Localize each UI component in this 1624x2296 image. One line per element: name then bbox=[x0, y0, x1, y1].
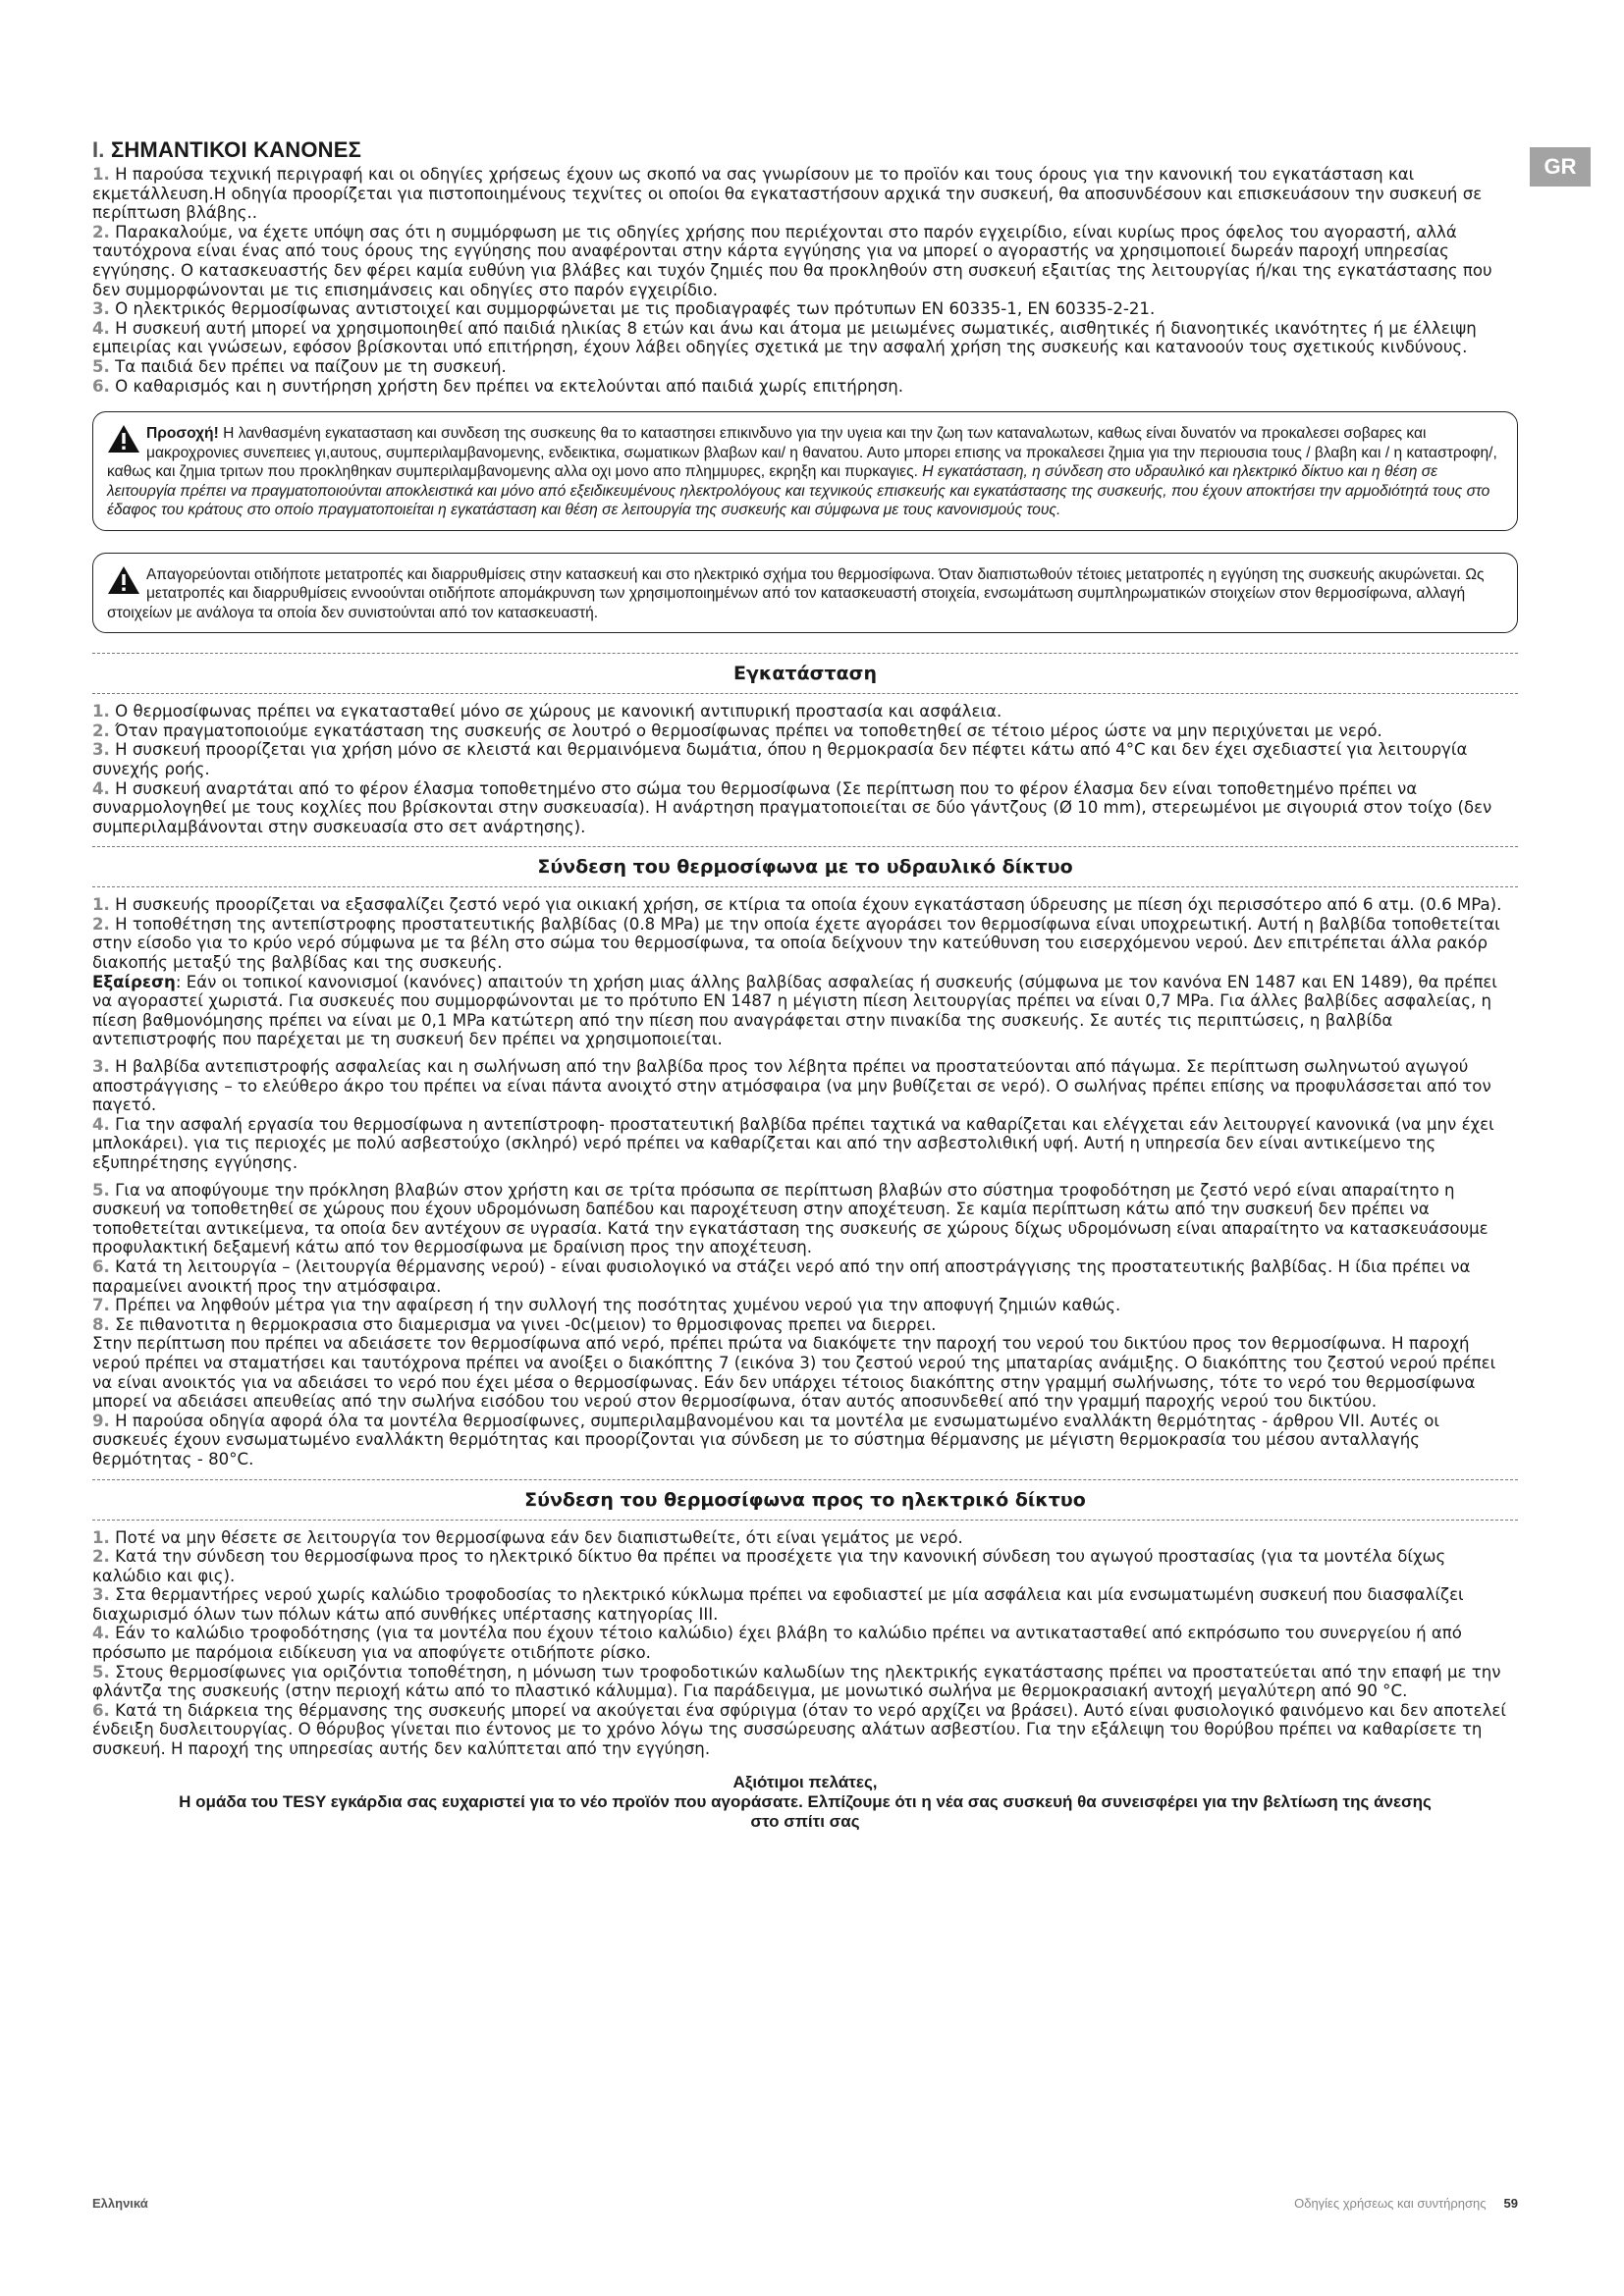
list-item bbox=[92, 702, 1518, 721]
item-number: 5. bbox=[92, 356, 110, 376]
item-text: Τα παιδιά δεν πρέπει να παίζουν με τη συσκευή. bbox=[115, 356, 507, 376]
warning-box-modifications bbox=[92, 553, 1518, 634]
warning-box-installation bbox=[92, 411, 1518, 531]
item-text: Η συσκευή προορίζεται για χρήση μόνο σε κλειστά και θερμαινόμενα δωμάτια, όπου η θερμοκρασία δεν πέφτει κάτω από 4°C και δεν έχει σχεδιαστεί για λειτουργία συνεχής ροής. bbox=[92, 740, 1468, 778]
item-text: Πρέπει να ληφθούν μέτρα για την αφαίρεση ή την συλλογή της ποσότητας χυμένου νερού για την αποφυγή ζημιών καθώς. bbox=[115, 1296, 1121, 1315]
document-page bbox=[92, 137, 1518, 1832]
item-number: 2. bbox=[92, 1547, 110, 1567]
item-text: Κατά την σύνδεση του θερμοσίφωνα προς το ηλεκτρικό δίκτυο θα πρέπει να προσέχετε για την κανονική σύνδεση του αγωγού προστασίας (για τα μοντέλα δίχως καλώδιο και φις). bbox=[92, 1547, 1446, 1585]
item-text: Στα θερμαντήρες νερού χωρίς καλώδιο τροφοδοσίας το ηλεκτρικό κύκλωμα πρέπει να εφοδιαστεί με μία ασφάλεια και μία ενσωματωμένη συσκευή που διασφαλίζει διαχωρισμό όλων των πόλων κάτω από συνθήκες υπέρτασης κατηγορίας III. bbox=[92, 1585, 1464, 1624]
list-item bbox=[92, 319, 1518, 357]
list-item bbox=[92, 1663, 1518, 1701]
item-text: Ο καθαρισμός και η συντήρηση χρήστη δεν πρέπει να εκτελούνται από παιδιά χωρίς επιτήρηση. bbox=[115, 376, 904, 396]
warning-italic-text: Η εγκατάσταση, η σύνδεση στο υδραυλικό και ηλεκτρικό δίκτυο και η θέση σε λειτουργία πρέπει να πραγματοποιούνται αποκλειστικά και μόνο από εξειδικευμένους ηλεκτρολόγους και τεχνικούς επισκευής και εγκατάστασης της συσκευής, που έχουν αποκτήσει την αρμοδιότητά τους στο έδαφος του κράτους στο οποίο πραγματοποιείται η εγκατάσταση και θέση σε λειτουργία της συσκευής και σύμφωνα με τους κανονισμούς τους. bbox=[107, 463, 1490, 519]
list-item bbox=[92, 299, 1518, 319]
dashed-divider bbox=[92, 1520, 1518, 1521]
warning-text: Απαγορεύονται οτιδήποτε μετατροπές και διαρρυθμίσεις στην κατασκευή και στο ηλεκτρικό σχήμα του θερμοσίφωνα. Όταν διαπιστωθούν τέτοιες μετατροπές η εγγύηση της συσκευής ακυρώνεται. Ως μετατροπές και διαρρυθμίσεις εννοούνται οτιδήποτε απομάκρυνση των χρησιμοποιημένων από τον κατασκευαστή στοιχεία, ενσωμάτωση συμπληρωματικών στοιχείων στον θερμοσίφωνα, αλλαγή στοιχείων με ανάλογα τα οποία δεν συνιστούνται από τον κατασκευαστή. bbox=[107, 565, 1485, 621]
list-item bbox=[92, 165, 1518, 223]
list-item bbox=[92, 1412, 1518, 1469]
section-heading-electric: Σύνδεση του θερμοσίφωνα προς το ηλεκτρικό δίκτυο bbox=[524, 1488, 1086, 1511]
item-number: 6. bbox=[92, 1256, 110, 1276]
drain-paragraph: Στην περίπτωση που πρέπει να αδειάσετε τον θερμοσίφωνα από νερό, πρέπει πρώτα να διακόψετε την παροχή του νερού του δικτύου προς τον θερμοσίφωνα. Η παροχή νερού πρέπει να σταματήσει και ταυτόχρονα πρέπει να ανοίξει ο διακόπτης 7 (εικόνα 3) του ζεστού νερού της μπαταρίας ανάμιξης. Ο διακόπτης του ζεστού νερού πρέπει να είναι ανοικτός για να αδειάσει το νερό που έχει μέσα ο θερμοσίφωνας. Εάν δεν υπάρχει τέτοιος διακόπτης στην γραμμή σωλήνωσης, τότε το νερό του θερμοσίφωνα μπορεί να αδειάσει απευθείας από την σωλήνα εισόδου του νερού στον θερμοσίφωνα, όταν αυτός αποσυνδεθεί από την γραμμή παροχής νερού του δικτύου. bbox=[92, 1334, 1496, 1412]
item-number: 3. bbox=[92, 1585, 110, 1605]
item-text: Σε πιθανοτιτα η θερμοκρασια στο διαμερισμα να γινει -0c(μειον) το θρμοσιφονας πρεπει να διερρει. bbox=[115, 1314, 937, 1334]
dashed-divider bbox=[92, 693, 1518, 694]
list-item bbox=[92, 377, 1518, 397]
plumbing-list bbox=[92, 895, 1518, 1468]
list-item bbox=[92, 1057, 1518, 1115]
item-text: Κατά τη λειτουργία – (λειτουργία θέρμανσης νερού) - είναι φυσιολογικό να στάζει νερό από την οπή αποστράγγισης της προστατευτικής βαλβίδας. Η ίδια πρέπει να παραμείνει ανοικτή προς την ατμόσφαιρα. bbox=[92, 1256, 1471, 1296]
item-text: Η βαλβίδα αντεπιστροφής ασφαλείας και η σωλήνωση από την βαλβίδα προς τον λέβητα πρέπει να προστατεύονται από πάγωμα. Σε περίπτωση σωληνωτού αγωγού αποστράγγισης – το ελεύθερο άκρο του πρέπει να είναι πάντα ανοιχτό στην ατμόσφαιρα (να μην βυθίζεται σε νερό). Ο σωλήνας πρέπει επίσης να προφυλάσσεται από τον παγετό. bbox=[92, 1057, 1491, 1115]
item-text: Όταν πραγματοποιούμε εγκατάσταση της συσκευής σε λουτρό ο θερμοσίφωνας πρέπει να τοποθετηθεί σε τέτοιο μέρος ώστε να μην περιχύνεται με νερό. bbox=[115, 721, 1382, 740]
list-item bbox=[92, 1296, 1518, 1315]
exception-lead: Εξαίρεση bbox=[92, 972, 176, 991]
installation-list bbox=[92, 702, 1518, 836]
item-text: Για να αποφύγουμε την πρόκληση βλαβών στον χρήστη και σε τρίτα πρόσωπα σε περίπτωση βλαβών στο σύστημα τροφοδότηση με ζεστό νερό είναι απαραίτητο η συσκευή να τοποθετηθεί σε χώρους που έχουν υδρομόνωση δαπέδου και παροχέτευση στην αποχέτευση. Σε καμία περίπτωση κάτω από την συσκευή δεν πρέπει να τοποθετείται αντικείμενα, τα οποία δεν αντέχουν σε υγρασία. Κατά την εγκατάσταση της συσκευής σε χώρους δίχως υδρομόνωση είναι απαραίτητο να κατασκευάσουμε προφυλακτική δεξαμενή κάτω από τον θερμοσίφωνα με δραίνιση προς την αποχέτευση. bbox=[92, 1180, 1489, 1257]
item-number: 1. bbox=[92, 895, 110, 915]
item-number: 9. bbox=[92, 1411, 110, 1430]
item-number: 1. bbox=[92, 702, 110, 721]
item-number: 3. bbox=[92, 299, 110, 319]
item-text: Παρακαλούμε, να έχετε υπόψη σας ότι η συμμόρφωση με τις οδηγίες χρήσης που περιέχονται στο παρόν εγχειρίδιο, είναι κυρίως προς όφελος του αγοραστή, αλλά ταυτόχρονα είναι ένας από τους όρους της εγγύησης που αναφέρονται στην κάρτα εγγύησης για να μπορεί ο αγοραστής να χρησιμοποιεί δωρεάν παροχή υπηρεσίας εγγύησης. Ο κατασκευαστής δεν φέρει καμία ευθύνη για βλάβες και τυχόν ζημιές που θα προκληθούν στη συσκευή εξαιτίας της λειτουργίας ή/και της εγκατάστασης που δεν συμμορφώνονται με τις επισημάνσεις και οδηγίες στο παρόν εγχειρίδιο. bbox=[92, 222, 1492, 299]
item-text: Η συσκευής προορίζεται να εξασφαλίζει ζεστό νερό για οικιακή χρήση, σε κτίρια τα οποία έχουν εγκατάσταση ύδρευσης με πίεση όχι περισσότερο από 6 ατμ. (0.6 MPa). bbox=[115, 895, 1502, 915]
closing-message bbox=[92, 1773, 1518, 1832]
item-number: 5. bbox=[92, 1662, 110, 1682]
item-text: Κατά τη διάρκεια της θέρμανσης της συσκευής μπορεί να ακούγεται ένα σφύριγμα (όταν το νερό αρχίζει να βράσει). Αυτό είναι φυσιολογικό φαινόμενο και δεν αποτελεί ένδειξη δυσλειτουργίας. Ο θόρυβος γίνεται πιο έντονος με το χρόνο λόγω της συσσώρευσης αλάτων ασβεστίου. Για την εξάλειψη του θορύβου πρέπει να καθαρίσετε τη συσκευή. Η παροχή της υπηρεσίας αυτής δεν καλύπτεται από την εγγύηση. bbox=[92, 1700, 1506, 1759]
footer-right bbox=[1294, 2196, 1518, 2211]
list-item bbox=[92, 1528, 1518, 1548]
list-item bbox=[92, 223, 1518, 299]
item-number: 1. bbox=[92, 165, 110, 184]
item-number: 1. bbox=[92, 1527, 110, 1547]
item-number: 5. bbox=[92, 1180, 110, 1200]
footer-language: Ελληνικά bbox=[92, 2196, 148, 2211]
item-text: Η συσκευή αναρτάται από το φέρον έλασμα τοποθετημένο στο σώμα του θερμοσίφωνα (Σε περίπτωση που το φέρον έλασμα δεν είναι τοποθετημένο πρέπει να συναρμολογηθεί με τους κοχλίες που βρίσκονται στην συσκευασία). Η ανάρτηση πραγματοποιείται σε δύο γάντζους (Ø 10 mm), στερεωμένοι με σιγουριά στον τοίχο (δεν συμπεριλαμβάνονται στην συσκευασία στο σετ ανάρτησης). bbox=[92, 778, 1492, 836]
footer-doc-title: Οδηγίες χρήσεως και συντήρησης bbox=[1294, 2196, 1487, 2211]
item-number: 4. bbox=[92, 318, 110, 338]
item-text: Η συσκευή αυτή μπορεί να χρησιμοποιηθεί από παιδιά ηλικίας 8 ετών και άνω και άτομα με μειωμένες σωματικές, αισθητικές ή διανοητικές ικανότητες ή με έλλειψη εμπειρίας και γνώσεων, εφόσον βρίσκονται υπό επιτήρηση, έχουν λάβει οδηγίες σχετικά με την ασφαλή χρήση της συσκευής και κατανοούν τους σχετικούς κινδύνους. bbox=[92, 318, 1477, 357]
section-heading-plumbing: Σύνδεση του θερμοσίφωνα με το υδραυλικό δίκτυο bbox=[537, 856, 1073, 879]
item-text: Η τοποθέτηση της αντεπίστροφης προστατευτικής βαλβίδας (0.8 MPa) με την οποία έχετε αγοράσει τον θερμοσίφωνα είναι υποχρεωτική. Αυτή η βαλβίδα τοποθετείται στην είσοδο για το κρύο νερό σύμφωνα με τα βέλη στο σώμα του θερμοσίφωνα, τα οποία δείχνουν την κατεύθυνση του εισερχόμενου νερού. Δεν επιτρέπεται άλλα ρακόρ διακοπής μεταξύ της βαλβίδας και της συσκευής. bbox=[92, 914, 1500, 973]
list-item bbox=[92, 1257, 1518, 1296]
list-item bbox=[92, 895, 1518, 915]
item-number: 2. bbox=[92, 914, 110, 934]
item-number: 4. bbox=[92, 1114, 110, 1134]
item-text: Η παρούσα οδηγία αφορά όλα τα μοντέλα θερμοσίφωνες, συμπεριλαμβανομένου και τα μοντέλα με ενσωματωμένο εναλλάκτη θερμότητας - άρθρου VII. Αυτές οι συσκευές έχουν ενσωματωμένο εναλλάκτη θερμότητας και προορίζονται για σύνδεση με το σύστημα θέρμανσης με μέγιστη θερμοκρασία του μέσου ανταλλαγής θερμότητας - 80°C. bbox=[92, 1411, 1439, 1468]
item-number: 4. bbox=[92, 778, 110, 798]
item-text: Ο θερμοσίφωνας πρέπει να εγκατασταθεί μόνο σε χώρους με κανονική αντιπυρική προστασία και ασφάλεια. bbox=[115, 702, 1002, 721]
item-text: Για την ασφαλή εργασία του θερμοσίφωνα η αντεπίστροφη- προστατευτική βαλβίδα πρέπει ταχτικά να καθαρίζεται και ελέγχεται εάν λειτουργεί κανονικά (να μην έχει μπλοκάρει). για τις περιοχές με πολύ ασβεστούχο (σκληρό) νερό πρέπει να καθαρίζεται και από την ασβεστολιθική υφή. Αυτή η υπηρεσία δεν είναι αντικείμενο της εξυπηρέτησης εγγύησης. bbox=[92, 1114, 1494, 1172]
language-tab: GR bbox=[1530, 147, 1591, 187]
item-number: 3. bbox=[92, 740, 110, 760]
warning-lead: Προσοχή! bbox=[146, 425, 219, 443]
page-number: 59 bbox=[1503, 2196, 1518, 2211]
warning-icon bbox=[107, 565, 140, 595]
closing-line: στο σπίτι σας bbox=[750, 1811, 860, 1831]
list-item bbox=[92, 1115, 1518, 1173]
list-item bbox=[92, 915, 1518, 973]
list-item bbox=[92, 1181, 1518, 1257]
rules-list bbox=[92, 165, 1518, 396]
list-item bbox=[92, 1547, 1518, 1585]
list-item bbox=[92, 740, 1518, 778]
section-heading-installation: Εγκατάσταση bbox=[733, 663, 877, 685]
item-number: 4. bbox=[92, 1624, 110, 1643]
closing-line: Η ομάδα του TESY εγκάρδια σας ευχαριστεί για το νέο προϊόν που αγοράσατε. Ελπίζουμε ότι η νέα σας συσκευή θα συνεισφέρει για την βελτίωση της άνεσης bbox=[179, 1791, 1432, 1811]
electric-list bbox=[92, 1528, 1518, 1759]
list-item bbox=[92, 779, 1518, 837]
item-text: Στους θερμοσίφωνες για οριζόντια τοποθέτηση, η μόνωση των τροφοδοτικών καλωδίων της ηλεκτρικής εγκατάστασης πρέπει να προστατεύεται από την επαφή με την φλάντζα της συσκευής (στην περιοχή κάτω από το πλαστικό κάλυμμα). Για παράδειγμα, με μονωτικό σωλήνα με θερμοκρασιακή αντοχή μεγαλύτερη από 90 °C. bbox=[92, 1662, 1501, 1701]
item-number: 7. bbox=[92, 1296, 110, 1315]
page-title bbox=[92, 137, 1518, 163]
list-item bbox=[92, 1701, 1518, 1759]
exception-paragraph bbox=[92, 973, 1518, 1049]
item-number: 8. bbox=[92, 1314, 110, 1334]
list-item bbox=[92, 1585, 1518, 1624]
closing-greeting: Αξιότιμοι πελάτες, bbox=[732, 1772, 878, 1791]
item-text: Ο ηλεκτρικός θερμοσίφωνας αντιστοιχεί και συμμορφώνεται με τις προδιαγραφές των πρότυπων EN 60335-1, EN 60335-2-21. bbox=[115, 299, 1156, 319]
item-text: Ποτέ να μην θέσετε σε λειτουργία τον θερμοσίφωνα εάν δεν διαπιστωθείτε, ότι είναι γεμάτος με νερό. bbox=[115, 1527, 963, 1547]
warning-text: Η λανθασμένη εγκατασταση και συνδεση της συσκευης θα το καταστησει επικινδυνο για την υγεια και την ζωη των καταναλωτων, καθως είναι δυνατόν να προκαλεσει σοβαρες και μακροχρονιες συνεπειες γι,αυτους, συμπεριλαμβανομενης, ενδεικτικα, σωματικων βλαβων και/ η θανατου. Αυτο μπορει επισης να προκαλεσει ζημια για την περιουσια τους / βλαβη και / η καταστροφη/, καθως και ζημια τριτων που προκληθηκαν συμπεριλαμβανομενης αλλα οχι μονο απο πλημμυρες, εκρηξη και πυρκαγιες. bbox=[107, 425, 1497, 481]
list-item bbox=[92, 1315, 1518, 1335]
item-text: Εάν το καλώδιο τροφοδότησης (για τα μοντέλα που έχουν τέτοιο καλώδιο) έχει βλάβη το καλώδιο πρέπει να αντικατασταθεί από εκπρόσωπο του συνεργείου ή από πρόσωπο με παρόμοια ειδίκευση για να αποφύγετε οτιδήποτε ρίσκο. bbox=[92, 1624, 1462, 1663]
warning-icon bbox=[107, 424, 140, 454]
list-item bbox=[92, 1624, 1518, 1662]
item-text: : Εάν οι τοπικοί κανονισμοί (κανόνες) απαιτούν τη χρήση μιας άλλης βαλβίδας ασφαλείας ή συσκευής (σύμφωνα με τον κανόνα EN 1487 και EN 1489), θα πρέπει να αγοραστεί χωριστά. Για συσκευές που συμμορφώνονται με το πρότυπο EN 1487 η μέγιστη πίεση λειτουργίας πρέπει να είναι 0,7 MPa. Για άλλες βαλβίδες ασφαλείας, η πίεση βαθμονόμησης πρέπει να είναι με 0,1 MPa κατώτερη από την πίεση που αναγράφεται στην πινακίδα της συσκευής. Σε αυτές τις περιπτώσεις, η βαλβίδα αντεπιστροφής που παρέχεται με τη συσκευή δεν πρέπει να χρησιμοποιείται. bbox=[92, 972, 1497, 1049]
item-number: 3. bbox=[92, 1057, 110, 1077]
title-number: I. bbox=[92, 137, 105, 162]
item-text: Η παρούσα τεχνική περιγραφή και οι οδηγίες χρήσεως έχουν ως σκοπό να σας γνωρίσουν με το προϊόν και τους όρους για την κανονική του εγκατάσταση και εκμετάλλευση.Η οδηγία προορίζεται για πιστοποιημένους τεχνίτες οι οποίοι θα εγκαταστήσουν αρχικά την συσκευή, θα αποσυνδέσουν και επισκευάσουν την συσκευή σε περίπτωση βλάβης.. bbox=[92, 165, 1483, 223]
item-number: 6. bbox=[92, 1700, 110, 1720]
title-text: ΣΗΜΑΝΤΙΚΟΙ ΚΑΝΟΝΕΣ bbox=[110, 137, 362, 162]
item-number: 2. bbox=[92, 222, 110, 241]
item-number: 6. bbox=[92, 376, 110, 396]
dashed-divider bbox=[92, 886, 1518, 887]
list-item bbox=[92, 721, 1518, 741]
item-number: 2. bbox=[92, 721, 110, 740]
list-item bbox=[92, 357, 1518, 377]
